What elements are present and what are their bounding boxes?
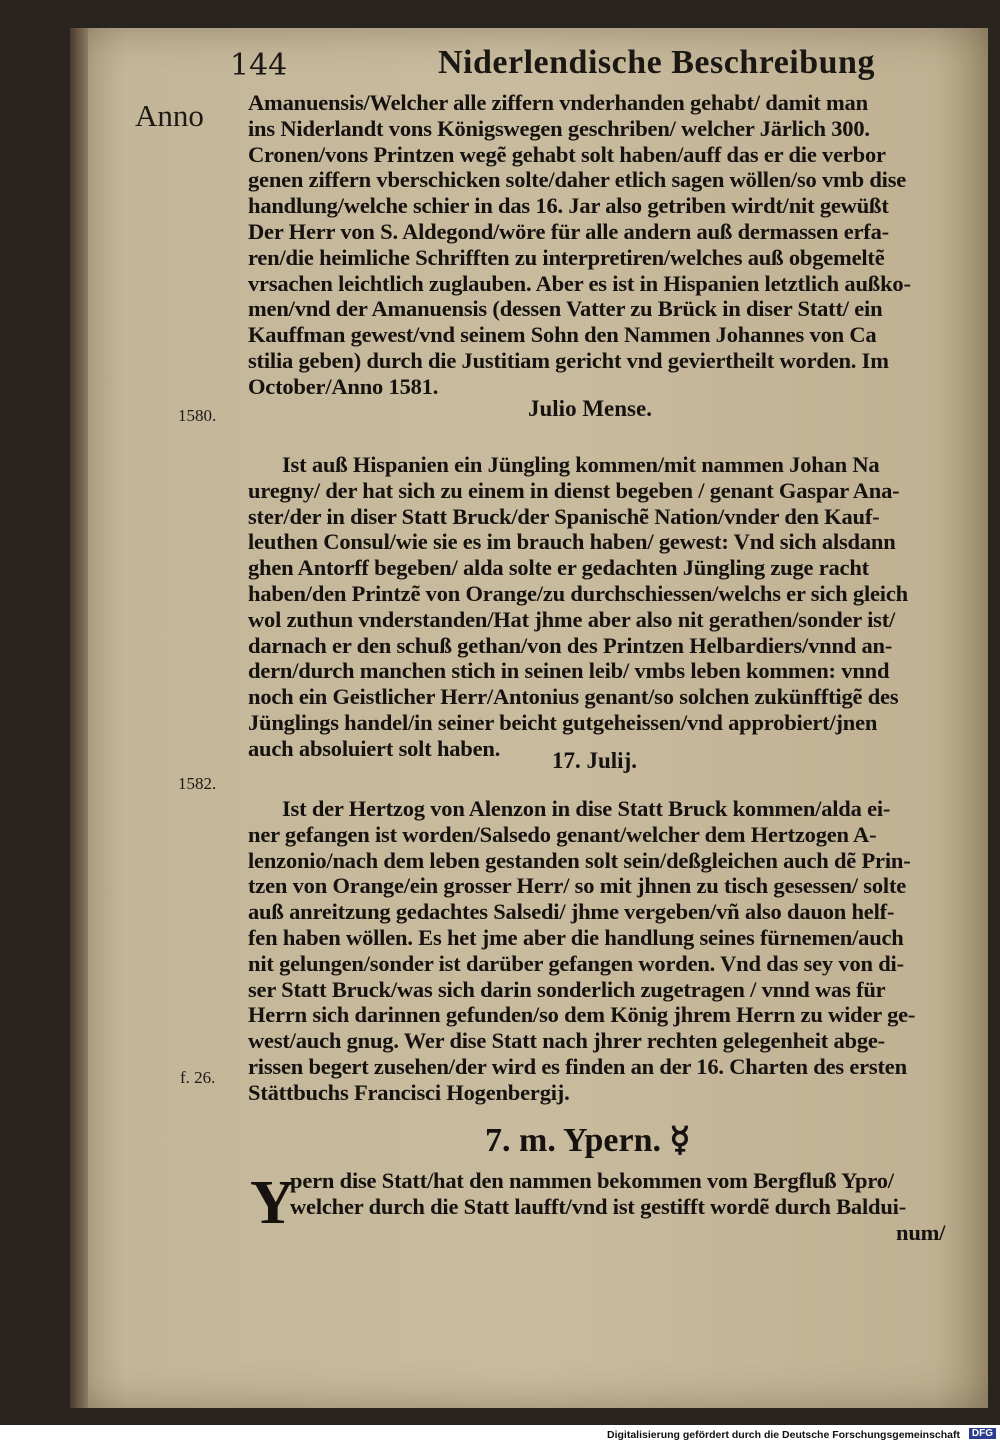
text-line: Ist auß Hispanien ein Jüngling kommen/mit nammen Johan Na [282,452,880,477]
margin-note-anno: Anno [135,98,204,133]
text-line: lenzonio/nach dem leben gestanden solt sein/deßgleichen auch dẽ Prin- [248,847,911,873]
text-line: vrsachen leichtlich zuglauben. Aber es ist in Hispanien letztlich außko- [248,270,911,296]
text-line: men/vnd der Amanuensis (dessen Vatter zu Brück in diser Statt/ ein [248,296,883,322]
text-line: ins Niderlandt vons Königswegen geschriben/ welcher Järlich 300. [248,115,870,141]
drop-capital: Y [250,1169,295,1237]
text-line: num/ [896,1219,946,1245]
heading-17-julij: 17. Julij. [552,748,637,773]
dfg-logo: DFG [969,1428,996,1439]
text-line: Amanuensis/Welcher alle ziffern vnderhanden gehabt/ damit man [248,90,868,115]
text-line: fen haben wöllen. Es het jme aber die handlung seines fürnemen/auch [248,924,904,950]
text-line: Cronen/vons Printzen wegẽ gehabt solt haben/auff das er die verbor [248,141,886,167]
text-line: noch ein Geistlicher Herr/Antonius genant/so solchen zukünfftigẽ des [248,684,899,710]
text-line: welcher durch die Statt laufft/vnd ist gestifft wordẽ durch Baldui- [290,1193,906,1219]
text-line: auß anreitzung gedachtes Salsedi/ jhme vergeben/vñ also dauon helf- [248,899,895,925]
footer-bar [0,1425,1000,1445]
section-title-ypern: 7. m. Ypern. ☿ [485,1122,691,1159]
text-block-2 [248,452,960,762]
text-line: genen ziffern vberschicken solte/daher etlich sagen wöllen/so vmb dise [248,167,907,193]
text-line: nit gelungen/sonder ist darüber gefangen worden. Vnd das sey von di- [248,950,904,976]
running-title: Niderlendische Beschreibung [438,44,875,81]
margin-note-year-1580: 1580. [178,406,217,425]
text-line: rissen begert zusehen/der wird es finden an der 16. Charten des ersten [248,1053,907,1079]
text-line: tzen von Orange/ein grosser Herr/ so mit jhnen zu tisch gesessen/ solte [248,873,907,899]
text-line: darnach er den schuß gethan/von des Printzen Helbardiers/vnnd an- [248,632,893,658]
text-line: ster/der in diser Statt Bruck/der Spanischẽ Nation/vnder den Kauf- [248,503,880,529]
text-line: ner gefangen ist worden/Salsedo genant/welcher dem Hertzogen A- [248,821,877,847]
text-line: ren/die heimliche Schrifften zu interpretiren/welches auß obgemeltẽ [248,244,885,270]
text-block-4 [290,1168,962,1245]
heading-julio-mense: Julio Mense. [528,396,652,421]
margin-note-year-1582: 1582. [178,774,217,793]
text-line: west/auch gnug. Wer dise Statt nach jhrer rechten gelegenheit abge- [248,1028,885,1054]
text-line: pern dise Statt/hat den nammen bekommen vom Bergfluß Ypro/ [290,1168,894,1193]
text-line: Der Herr von S. Aldegond/wöre für alle andern auß dermassen erfa- [248,218,889,244]
text-line: Jünglings handel/in seiner beicht gutgeheissen/vnd approbiert/jnen [248,709,878,735]
text-line: Kauffman gewest/vnd seinem Sohn den Nammen Johannes von Ca [248,322,877,348]
text-line: dern/durch manchen stich in seinen leib/ vmbs leben kommen: vnnd [248,658,890,684]
book-gutter [70,28,88,1408]
text-line: haben/den Printzẽ von Orange/zu durchschiessen/welchs er sich gleich [248,580,908,606]
text-line: Stättbuchs Francisci Hogenbergij. [248,1079,570,1105]
text-line: auch absoluiert solt haben. [248,735,501,761]
text-line: ser Statt Bruck/was sich darin sonderlich zugetragen / vnnd was für [248,976,886,1002]
text-line: wol zuthun vnderstanden/Hat jhme aber also nit gerathen/sonder ist/ [248,606,896,632]
text-block-3 [248,796,960,1106]
footer-credit: Digitalisierung gefördert durch die Deutsche Forschungsgemeinschaft [607,1429,960,1441]
margin-note-ref: f. 26. [180,1068,216,1087]
text-line: stilia geben) durch die Justitiam gericht vnd geviertheilt worden. Im [248,347,889,373]
text-line: Herrn sich darinnen gefunden/so dem König jhrem Herrn zu wider ge- [248,1002,916,1028]
text-line: Ist der Hertzog von Alenzon in dise Statt Bruck kommen/alda ei- [282,796,891,821]
page-number: 144 [230,48,288,83]
text-line: handlung/welche schier in das 16. Jar also getriben wirdt/nit gewüßt [248,193,889,219]
text-line: October/Anno 1581. [248,373,439,399]
text-line: uregny/ der hat sich zu einem in dienst begeben / genant Gaspar Ana- [248,477,900,503]
text-line: leuthen Consul/wie sie es im brauch haben/ gewest: Vnd sich alsdann [248,529,896,555]
text-block-1 [248,90,960,400]
text-line: ghen Antorff begeben/ alda solte er gedachten Jüngling zuge racht [248,555,869,581]
